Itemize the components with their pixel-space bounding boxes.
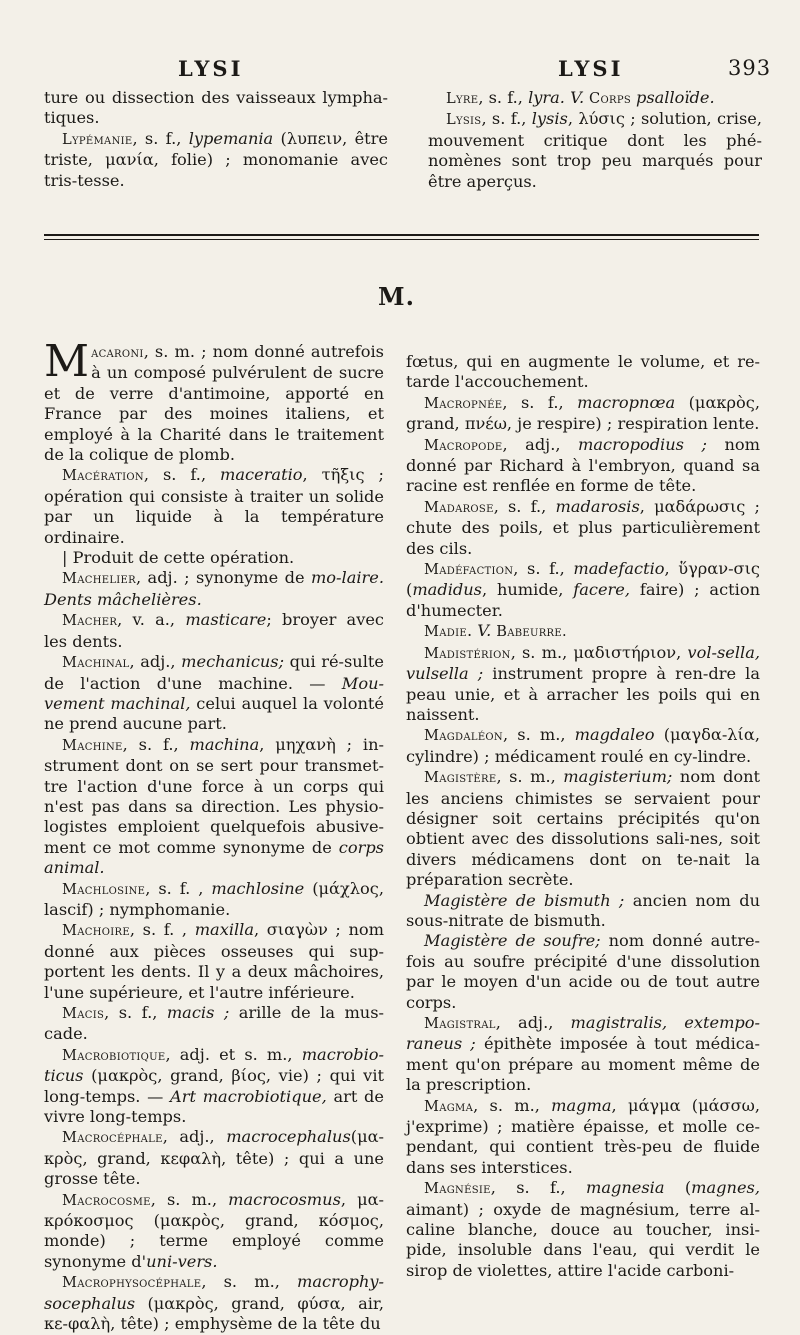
entry-maceration: Macération, s. f., maceratio, τῆξις ; opération qui consiste à traiter un solide par un liquide à la température ordinaire. [44,465,384,547]
entry-macropnee: Macropnée, s. f., macropnœa (μακρὸς, grand, πνέω, je respire) ; respiration lente. [406,392,760,434]
entry-machinal: Machinal, adj., mechanicus; qui ré-sulte de l'action d'une machine. — Mou-vement machinal, celui auquel la volonté ne prend aucune part. [44,652,384,734]
entry-lypemanie: Lypémanie, s. f., lypemania (λυπειν, être triste, μανία, folie) ; monomanie avec tris-tesse. [44,128,388,190]
entry-madarose: Madarose, s. f., madarosis, μαδάρωσις ; chute des poils, et plus particulièrement des cils. [406,496,760,558]
entry-magnesie: Magnésie, s. f., magnesia (magnes, aimant) ; oxyde de magnésium, terre al-caline blanche, douce au toucher, insi-pide, insoluble dans l'eau, qui verdit le sirop de violettes, attire l'acide carboni- [406,1178,760,1280]
section-rule-thick [44,234,759,236]
page-number: 393 [728,56,772,80]
entry-madefaction: Madéfaction, s. f., madefactio, ὕγραν-σις (madidus, humide, facere, faire) ; action d'humecter. [406,559,760,620]
entry-macropode: Macropode, adj., macropodius ; nom donné par Richard à l'embryon, quand sa racine est renflée en forme de tête. [406,434,761,496]
entry-magistere-bismuth: Magistère de bismuth ; ancien nom du sous-nitrate de bismuth. [406,890,760,930]
entry-macrocosme: Macrocosme, s. m., macrocosmus, μα-κρόκοσμος (μακρὸς, grand, κόσμος, monde) ; terme employé comme synonyme d'uni-vers. [44,1189,384,1271]
top-left-column [44,88,388,191]
entry-madisterion: Madistérion, s. m., μαδιστήριον, vol-sella, vulsella ; instrument propre à ren-dre la peau unie, et à arracher les poils qui en naissent. [406,642,760,724]
entry-machine: Machine, s. f., machina, μηχανὴ ; in-strument dont on se sert pour transmet-tre l'action d'une force à un corps qui n'est pas dans sa direction. Les physio-logistes emploient quelquefois abusive-ment ce mot comme synonyme de corps animal. [44,734,384,878]
entry-macrobiotique: Macrobiotique, adj. et s. m., macrobio-ticus (μακρὸς, grand, βίος, vie) ; qui vit long-temps. — Art macrobiotique, art de vivre long-temps. [44,1044,384,1127]
entry-magdaleon: Magdaléon, s. m., magdaleo (μαγδα-λία, cylindre) ; médicament roulé en cy-lindre. [406,725,760,766]
top-right-column [428,88,762,192]
entry-macrophysocephale: Macrophysocéphale, s. m., macrophy-socephalus (μακρὸς, grand, φύσα, air, κε-φαλὴ, tête) ; emphysème de la tête du [44,1272,384,1334]
continued-text: fœtus, qui en augmente le volume, et re-tarde l'accouchement. [406,352,760,392]
entry-macher: Macher, v. a., masticare; broyer avec les dents. [44,610,384,651]
entry-macis: Macis, s. f., macis ; arille de la mus-cade. [44,1003,384,1044]
running-head-left: LYSI [178,56,244,81]
entry-magistral: Magistral, adj., magistralis, extempo-raneus ; épithète imposée à tout médica-ment qu'on prépare au moment même de la prescription. [406,1013,760,1095]
entry-lyre: Lyre, s. f., lyra. V. Corps psalloïde. [446,88,715,107]
entry-macrocephale: Macrocéphale, adj., macrocephalus(μα-κρὸς, grand, κεφαλὴ, tête) ; qui a une grosse tête. [44,1127,384,1189]
entry-magma: Magma, s. m., magma, μάγμα (μάσσω, j'exprime) ; matière épaisse, et molle ce-pendant, qui contient très-peu de fluide dans ses interstices. [406,1095,760,1177]
left-column [44,336,384,1335]
drop-cap: M [44,336,90,387]
entry-maceration-sense2: | Produit de cette opération. [62,548,295,568]
running-head-right: LYSI [558,56,624,81]
right-column [406,352,760,1281]
continued-text: ture ou dissection des vaisseaux lympha-tiques. [44,88,388,128]
section-rule-thin [44,239,759,240]
entry-madie: Madie. V. Babeurre. [424,621,567,641]
entry-machoire: Machoire, s. f. , maxilla, σιαγὼν ; nom donné aux pièces osseuses qui sup-portent les dents. Il y a deux mâchoires, l'une supérieure, et l'autre inférieure. [44,920,384,1002]
entry-lysis: Lysis, s. f., lysis, λύσις ; solution, crise, mouvement critique dont les phé-nomènes sont trop peu marqués pour être aperçus. [428,109,762,191]
entry-macaroni: Macaroni, s. m. ; nom donné autrefois à un composé pulvérulent de sucre et de verre d'antimoine, apporté en France par des moines italiens, et employé à la Charité dans le traitement de la colique de plomb. [44,336,384,465]
entry-machelier: Machelier, adj. ; synonyme de mo-laire. Dents mâchelières. [44,568,384,609]
entry-machlosine: Machlosine, s. f. , machlosine (μάχλος, lascif) ; nymphomanie. [44,878,384,919]
entry-magistere: Magistère, s. m., magisterium; nom dont les anciens chimistes se servaient pour désigner soit certains précipités qu'on obtient avec des dissolutions sali-nes, soit divers médicamens dont on te-nait la préparation secrète. [406,767,760,890]
entry-magistere-soufre: Magistère de soufre; nom donné autre-fois au soufre précipité d'une dissolution par le moyen d'un acide ou de tout autre corps. [406,931,760,1012]
section-letter: M. [378,282,415,311]
